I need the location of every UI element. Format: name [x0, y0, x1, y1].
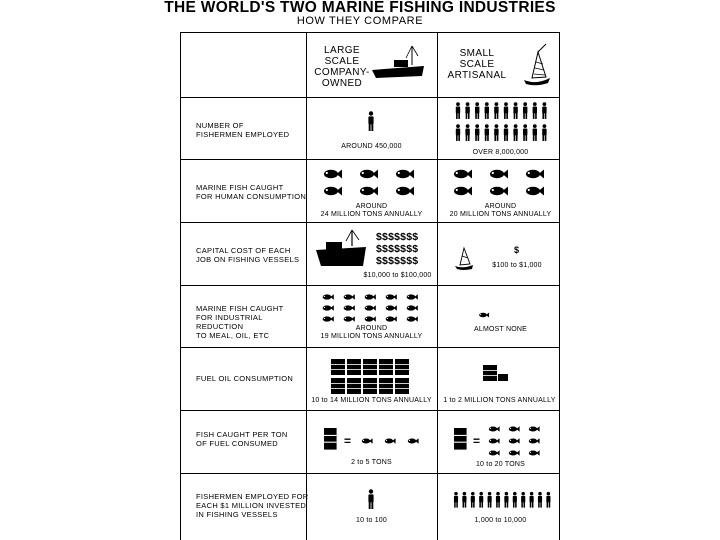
person-icon — [504, 124, 508, 141]
column-header-line: OWNED — [321, 78, 363, 89]
fish-icon — [509, 438, 520, 443]
row-label-line: FOR HUMAN CONSUMPTION — [196, 192, 307, 201]
fish-icon — [526, 187, 544, 196]
caption-line: 20 MILLION TONS ANNUALLY — [449, 211, 552, 218]
barrel-icon — [347, 378, 361, 394]
person-icon — [504, 492, 508, 508]
fish-icon — [407, 316, 418, 322]
caption-large-fish-per-ton: 2 to 5 TONS — [351, 459, 392, 466]
fish-icon — [407, 294, 418, 300]
equals-sign-large: = — [344, 434, 352, 448]
fish-icon — [385, 438, 396, 443]
person-icon — [496, 492, 500, 508]
row-label-line: FISHERMEN EMPLOYED — [196, 130, 290, 139]
person-icon — [542, 102, 546, 119]
barrel-icon — [363, 378, 377, 394]
fish-icon — [408, 438, 419, 443]
caption-small-fish-per-ton: 10 to 20 TONS — [475, 461, 526, 468]
column-header-line: SCALE — [324, 56, 360, 67]
fish-icon — [489, 450, 500, 455]
fish-icon — [344, 316, 355, 322]
fish-icon — [396, 187, 414, 196]
barrel-icon — [483, 365, 497, 381]
person-icon — [475, 102, 479, 119]
fish-icon-group — [489, 426, 540, 455]
barrel-icon — [395, 359, 409, 375]
row-label-line: IN FISHING VESSELS — [196, 510, 278, 519]
barrel-icon — [395, 378, 409, 394]
fish-icon-group — [323, 294, 418, 322]
caption-small-per-million: 1,000 to 10,000 — [474, 517, 527, 524]
fish-icon — [323, 305, 334, 311]
fish-icon-group — [362, 438, 419, 443]
fish-icon — [365, 294, 376, 300]
fish-icon — [344, 294, 355, 300]
fish-icon — [489, 426, 500, 431]
fish-icon — [489, 438, 500, 443]
caption-large-per-million: 10 to 100 — [356, 517, 387, 524]
column-header-line: COMPANY- — [314, 67, 370, 78]
person-icon — [533, 102, 537, 119]
fish-icon — [479, 313, 489, 318]
fish-icon — [509, 426, 520, 431]
barrel-icon — [379, 378, 393, 394]
fish-icon — [365, 316, 376, 322]
person-icon — [494, 102, 498, 119]
dollar-sign-small: $ — [514, 245, 520, 255]
column-header-line: LARGE — [324, 45, 360, 56]
person-icon — [465, 124, 469, 141]
person-icon — [523, 102, 527, 119]
barrel-icon — [379, 359, 393, 375]
fish-icon — [323, 294, 334, 300]
barrel-icon — [331, 359, 345, 375]
barrel-icon — [347, 359, 361, 375]
sailboat-icon — [524, 44, 550, 85]
person-icon — [454, 492, 458, 508]
dollar-row: $$$$$$$ — [376, 255, 419, 267]
column-header-line: ARTISANAL — [447, 70, 507, 81]
fish-icon — [407, 305, 418, 311]
fish-icon — [386, 294, 397, 300]
fish-icon — [529, 426, 540, 431]
fish-icon — [509, 450, 520, 455]
row-label-line: OF FUEL CONSUMED — [196, 439, 279, 448]
sailboat-icon — [455, 248, 473, 270]
person-icon — [368, 111, 373, 131]
fish-icon — [526, 170, 544, 179]
caption-line: 19 MILLION TONS ANNUALLY — [320, 333, 423, 340]
person-icon — [530, 492, 534, 508]
caption-large-fuel: 10 to 14 MILLION TONS ANNUALLY — [311, 397, 432, 404]
page-subtitle: HOW THEY COMPARE — [296, 15, 424, 27]
person-icon — [479, 492, 483, 508]
fish-icon — [344, 305, 355, 311]
fish-icon-group — [454, 170, 544, 196]
person-icon — [513, 102, 517, 119]
column-header-line: SCALE — [459, 59, 495, 70]
fish-icon — [362, 438, 373, 443]
fish-icon-group — [324, 170, 414, 196]
person-icon — [546, 492, 550, 508]
fish-icon — [386, 316, 397, 322]
person-icon — [475, 124, 479, 141]
fish-icon — [360, 170, 378, 179]
barrel-icon — [363, 359, 377, 375]
person-icon — [521, 492, 525, 508]
row-label-line: FISHERMEN EMPLOYED FOR — [196, 492, 309, 501]
person-icon — [533, 124, 537, 141]
caption-large-capital: $10,000 to $100,000 — [363, 272, 432, 279]
row-label-line: FOR INDUSTRIAL REDUCTION — [196, 313, 263, 331]
person-icon — [485, 124, 489, 141]
fish-icon — [529, 450, 540, 455]
person-icon — [538, 492, 542, 508]
row-label-line: FUEL OIL CONSUMPTION — [196, 374, 294, 383]
fish-icon — [396, 170, 414, 179]
barrel-icon-group — [483, 365, 508, 381]
person-icon-group — [456, 102, 547, 141]
dollar-row: $$$$$$$ — [376, 243, 419, 255]
row-label-line: CAPITAL COST OF EACH — [196, 246, 291, 255]
caption-line: AROUND — [484, 203, 517, 210]
person-icon — [513, 492, 517, 508]
row-label-line: FISH CAUGHT PER TON — [196, 430, 288, 439]
person-icon-group — [454, 492, 551, 508]
caption-small-fuel: 1 to 2 MILLION TONS ANNUALLY — [443, 397, 556, 404]
barrel-icon — [498, 374, 508, 381]
barrel-icon — [324, 428, 337, 450]
fish-icon — [323, 316, 334, 322]
row-label-line: JOB ON FISHING VESSELS — [196, 255, 300, 264]
caption-large-fishermen: AROUND 450,000 — [341, 143, 402, 150]
caption-line: AROUND — [355, 203, 388, 210]
barrel-icon — [454, 428, 467, 450]
column-header-line: SMALL — [459, 48, 495, 59]
row-label-line: TO MEAL, OIL, ETC — [196, 331, 270, 340]
caption-line: AROUND — [355, 325, 388, 332]
page-title: THE WORLD'S TWO MARINE FISHING INDUSTRIES — [164, 0, 556, 16]
caption-small-capital: $100 to $1,000 — [492, 262, 542, 269]
fish-icon — [324, 170, 342, 179]
trawler-icon — [372, 46, 424, 78]
row-label-line: MARINE FISH CAUGHT — [196, 183, 284, 192]
person-icon — [462, 492, 466, 508]
person-icon — [494, 124, 498, 141]
person-icon — [456, 102, 460, 119]
caption-line: 24 MILLION TONS ANNUALLY — [320, 211, 423, 218]
person-icon — [542, 124, 546, 141]
fish-icon — [324, 187, 342, 196]
barrel-icon — [331, 378, 345, 394]
trawler-icon — [316, 230, 366, 266]
fish-icon — [454, 170, 472, 179]
fish-icon — [365, 305, 376, 311]
person-icon — [368, 489, 373, 509]
fish-icon — [490, 170, 508, 179]
fish-icon — [529, 438, 540, 443]
fish-icon — [454, 187, 472, 196]
caption-small-industrial: ALMOST NONE — [473, 326, 528, 333]
person-icon — [485, 102, 489, 119]
person-icon — [471, 492, 475, 508]
person-icon — [504, 102, 508, 119]
row-label-line: EACH $1 MILLION INVESTED — [196, 501, 307, 510]
dollar-row: $$$$$$$ — [376, 231, 419, 243]
equals-sign-small: = — [473, 434, 481, 448]
caption-small-fishermen: OVER 8,000,000 — [472, 149, 529, 156]
fish-icon — [386, 305, 397, 311]
fish-icon — [490, 187, 508, 196]
fish-icon — [360, 187, 378, 196]
person-icon — [488, 492, 492, 508]
row-label-line: MARINE FISH CAUGHT — [196, 304, 284, 313]
row-label-line: NUMBER OF — [196, 121, 244, 130]
person-icon — [456, 124, 460, 141]
person-icon — [465, 102, 469, 119]
barrel-icon-group — [331, 359, 409, 394]
person-icon — [523, 124, 527, 141]
person-icon — [513, 124, 517, 141]
